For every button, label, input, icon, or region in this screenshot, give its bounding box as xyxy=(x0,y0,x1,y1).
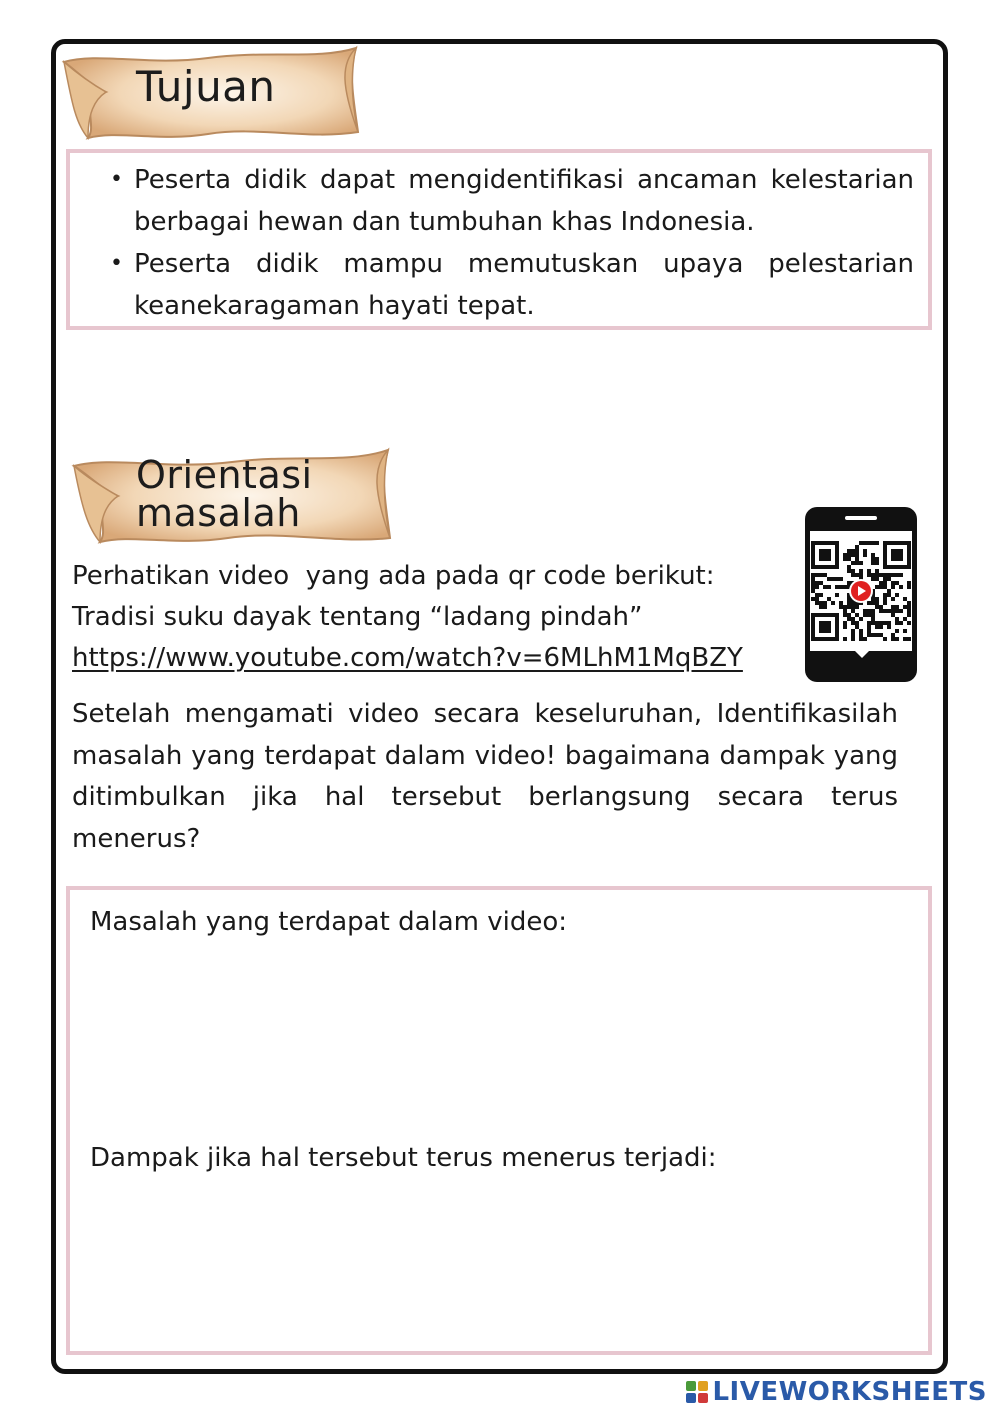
qr-module xyxy=(895,581,899,585)
qr-module xyxy=(855,625,859,629)
goal-1-line-2: berbagai hewan dan tumbuhan khas Indonesia. xyxy=(134,207,755,237)
qr-module xyxy=(867,541,871,545)
qr-module xyxy=(851,621,855,625)
qr-module xyxy=(851,629,855,633)
qr-phone-graphic xyxy=(805,507,917,682)
qr-module xyxy=(891,573,895,577)
qr-module xyxy=(839,601,843,605)
qr-module xyxy=(887,573,891,577)
qr-module xyxy=(843,609,847,613)
qr-module xyxy=(815,593,819,597)
qr-module xyxy=(823,573,827,577)
qr-module xyxy=(867,621,871,625)
qr-module xyxy=(907,621,911,625)
qr-module xyxy=(899,585,903,589)
qr-module xyxy=(871,557,875,561)
qr-module xyxy=(879,581,883,585)
qr-module xyxy=(907,609,911,613)
phone-speaker xyxy=(845,516,877,520)
qr-module xyxy=(851,553,855,557)
qr-module xyxy=(903,605,907,609)
goals-list xyxy=(100,159,914,327)
qr-module xyxy=(851,605,855,609)
qr-module xyxy=(875,625,879,629)
goal-2-line-2: keanekaragaman hayati tepat. xyxy=(134,291,535,321)
qr-module xyxy=(891,605,895,609)
qr-module xyxy=(907,585,911,589)
qr-module xyxy=(887,609,891,613)
qr-module xyxy=(875,557,879,561)
qr-module xyxy=(867,609,871,613)
qr-module xyxy=(827,577,831,581)
qr-module xyxy=(859,637,863,641)
list-item xyxy=(100,159,914,243)
qr-module xyxy=(847,553,851,557)
question-line-1: Setelah mengamati video secara keseluruhan, Identifikasilah xyxy=(72,699,898,729)
qr-module xyxy=(891,633,895,637)
qr-module xyxy=(843,585,847,589)
qr-module xyxy=(811,589,815,593)
qr-module xyxy=(883,585,887,589)
qr-module xyxy=(907,581,911,585)
qr-module xyxy=(863,549,867,553)
qr-module xyxy=(871,633,875,637)
qr-module xyxy=(863,637,867,641)
qr-finder-pattern xyxy=(883,541,911,569)
qr-module xyxy=(855,573,859,577)
qr-module xyxy=(819,581,823,585)
qr-module xyxy=(871,617,875,621)
qr-module xyxy=(811,597,815,601)
qr-module xyxy=(843,625,847,629)
qr-module xyxy=(855,553,859,557)
qr-module xyxy=(883,609,887,613)
qr-module xyxy=(855,613,859,617)
qr-module xyxy=(859,569,863,573)
qr-module xyxy=(855,549,859,553)
qr-module xyxy=(811,585,815,589)
qr-module xyxy=(847,613,851,617)
qr-module xyxy=(867,573,871,577)
qr-module xyxy=(819,601,823,605)
qr-module xyxy=(847,549,851,553)
qr-module xyxy=(903,617,907,621)
qr-module xyxy=(847,601,851,605)
qr-module xyxy=(823,601,827,605)
qr-module xyxy=(811,577,815,581)
qr-module xyxy=(851,561,855,565)
qr-module xyxy=(819,593,823,597)
qr-module xyxy=(843,637,847,641)
qr-module xyxy=(895,609,899,613)
qr-module xyxy=(871,561,875,565)
qr-module xyxy=(895,621,899,625)
qr-module xyxy=(875,541,879,545)
qr-module xyxy=(847,569,851,573)
qr-module xyxy=(891,585,895,589)
qr-module xyxy=(867,613,871,617)
qr-module xyxy=(879,573,883,577)
qr-module xyxy=(827,597,831,601)
liveworksheets-footer xyxy=(686,1376,987,1408)
orientasi-title xyxy=(136,453,313,535)
qr-module xyxy=(815,585,819,589)
qr-module xyxy=(879,625,883,629)
qr-module xyxy=(887,593,891,597)
qr-module xyxy=(815,581,819,585)
qr-module xyxy=(899,573,903,577)
qr-module xyxy=(895,593,899,597)
qr-module xyxy=(871,573,875,577)
qr-module xyxy=(851,609,855,613)
qr-module xyxy=(847,617,851,621)
qr-module xyxy=(871,609,875,613)
qr-module xyxy=(815,597,819,601)
qr-module xyxy=(895,637,899,641)
liveworksheets-logo-icon xyxy=(686,1381,708,1403)
qr-module xyxy=(887,625,891,629)
qr-module xyxy=(851,573,855,577)
qr-module xyxy=(859,561,863,565)
goal-2-line-1: • Peserta didik mampu memutuskan upaya pelestarian xyxy=(134,249,914,279)
qr-module xyxy=(855,545,859,549)
qr-module xyxy=(859,629,863,633)
qr-module xyxy=(879,633,883,637)
qr-module xyxy=(907,605,911,609)
qr-module xyxy=(891,609,895,613)
qr-module xyxy=(851,637,855,641)
qr-module xyxy=(819,605,823,609)
qr-module xyxy=(815,601,819,605)
qr-module xyxy=(907,601,911,605)
qr-module xyxy=(903,637,907,641)
qr-module xyxy=(883,593,887,597)
qr-module xyxy=(891,597,895,601)
qr-module xyxy=(867,625,871,629)
qr-module xyxy=(839,585,843,589)
qr-module xyxy=(883,601,887,605)
qr-module xyxy=(835,585,839,589)
answer-box[interactable] xyxy=(66,886,932,1355)
tujuan-title: Tujuan xyxy=(136,62,276,111)
qr-module xyxy=(851,617,855,621)
qr-module xyxy=(899,621,903,625)
qr-finder-pattern xyxy=(811,613,839,641)
qr-module xyxy=(875,585,879,589)
qr-module xyxy=(895,573,899,577)
orientasi-title-line-1: Orientasi xyxy=(136,453,313,497)
qr-module xyxy=(879,609,883,613)
qr-module xyxy=(891,581,895,585)
orientasi-title-line-2: masalah xyxy=(136,491,301,535)
qr-module xyxy=(875,597,879,601)
qr-module xyxy=(887,589,891,593)
qr-module xyxy=(891,613,895,617)
qr-module xyxy=(843,553,847,557)
qr-module xyxy=(867,633,871,637)
qr-module xyxy=(875,601,879,605)
qr-module xyxy=(851,633,855,637)
qr-module xyxy=(875,633,879,637)
qr-module xyxy=(875,621,879,625)
qr-module xyxy=(883,621,887,625)
qr-module xyxy=(847,565,851,569)
qr-module xyxy=(823,605,827,609)
qr-module xyxy=(839,577,843,581)
qr-module xyxy=(875,577,879,581)
qr-module xyxy=(871,621,875,625)
qr-module xyxy=(855,621,859,625)
qr-module xyxy=(851,569,855,573)
qr-module xyxy=(835,593,839,597)
qr-module xyxy=(843,613,847,617)
qr-module xyxy=(847,605,851,609)
qr-module xyxy=(819,573,823,577)
qr-module xyxy=(843,621,847,625)
qr-module xyxy=(811,581,815,585)
qr-module xyxy=(847,557,851,561)
qr-module xyxy=(879,605,883,609)
qr-module xyxy=(895,617,899,621)
qr-module xyxy=(823,585,827,589)
qr-module xyxy=(851,601,855,605)
qr-module xyxy=(875,561,879,565)
qr-module xyxy=(883,637,887,641)
liveworksheets-brand: LIVEWORKSHEETS xyxy=(712,1377,987,1407)
qr-module xyxy=(907,613,911,617)
qr-module xyxy=(827,585,831,589)
qr-module xyxy=(907,637,911,641)
qr-module xyxy=(895,605,899,609)
qr-module xyxy=(855,561,859,565)
qr-module xyxy=(843,557,847,561)
qr-module xyxy=(851,549,855,553)
qr-module xyxy=(863,613,867,617)
qr-code-graphic xyxy=(810,531,912,651)
qr-module xyxy=(811,573,815,577)
video-title: Tradisi suku dayak tentang “ladang pindah” xyxy=(72,602,643,632)
qr-module xyxy=(859,617,863,621)
qr-module xyxy=(859,541,863,545)
video-link[interactable]: https://www.youtube.com/watch?v=6MLhM1MqBZY xyxy=(72,643,743,673)
video-instruction: Perhatikan video yang ada pada qr code berikut: xyxy=(72,561,715,591)
qr-module xyxy=(871,601,875,605)
qr-module xyxy=(831,577,835,581)
orientasi-scroll-banner xyxy=(68,446,394,546)
qr-module xyxy=(875,605,879,609)
question-line-3: ditimbulkan jika hal tersebut berlangsung secara terus xyxy=(72,782,898,812)
goals-box xyxy=(66,149,932,330)
qr-module xyxy=(871,553,875,557)
problem-label: Masalah yang terdapat dalam video: xyxy=(90,907,568,937)
qr-module xyxy=(867,601,871,605)
qr-code[interactable] xyxy=(810,531,912,651)
qr-module xyxy=(831,601,835,605)
list-item xyxy=(100,243,914,327)
qr-module xyxy=(843,605,847,609)
qr-module xyxy=(887,621,891,625)
qr-module xyxy=(875,573,879,577)
qr-finder-pattern xyxy=(811,541,839,569)
qr-module xyxy=(887,577,891,581)
qr-module xyxy=(883,573,887,577)
phone-pointer xyxy=(853,649,871,658)
qr-module xyxy=(835,577,839,581)
qr-module xyxy=(871,541,875,545)
question-paragraph xyxy=(72,694,898,860)
qr-module xyxy=(871,577,875,581)
question-line-2: masalah yang terdapat dalam video! bagaimana dampak yang xyxy=(72,740,898,771)
qr-module xyxy=(871,597,875,601)
qr-module xyxy=(847,597,851,601)
qr-module xyxy=(855,605,859,609)
qr-module xyxy=(891,637,895,641)
qr-module xyxy=(895,629,899,633)
qr-module xyxy=(863,609,867,613)
qr-module xyxy=(879,621,883,625)
qr-module xyxy=(839,605,843,609)
qr-module xyxy=(879,585,883,589)
qr-module xyxy=(859,633,863,637)
qr-module xyxy=(859,573,863,577)
qr-module xyxy=(855,557,859,561)
qr-module xyxy=(867,569,871,573)
qr-module xyxy=(847,581,851,585)
qr-module xyxy=(903,597,907,601)
tujuan-scroll-banner xyxy=(58,44,363,142)
qr-module xyxy=(883,577,887,581)
qr-module xyxy=(863,553,867,557)
qr-module xyxy=(875,569,879,573)
qr-module xyxy=(899,609,903,613)
qr-module xyxy=(883,581,887,585)
qr-module xyxy=(863,541,867,545)
qr-module xyxy=(867,629,871,633)
qr-module xyxy=(883,597,887,601)
qr-module xyxy=(871,613,875,617)
impact-label: Dampak jika hal tersebut terus menerus terjadi: xyxy=(90,1143,717,1173)
goal-1-line-1: • Peserta didik dapat mengidentifikasi ancaman kelestarian xyxy=(134,165,914,195)
question-line-4: menerus? xyxy=(72,823,201,854)
qr-module xyxy=(903,629,907,633)
qr-module xyxy=(815,573,819,577)
